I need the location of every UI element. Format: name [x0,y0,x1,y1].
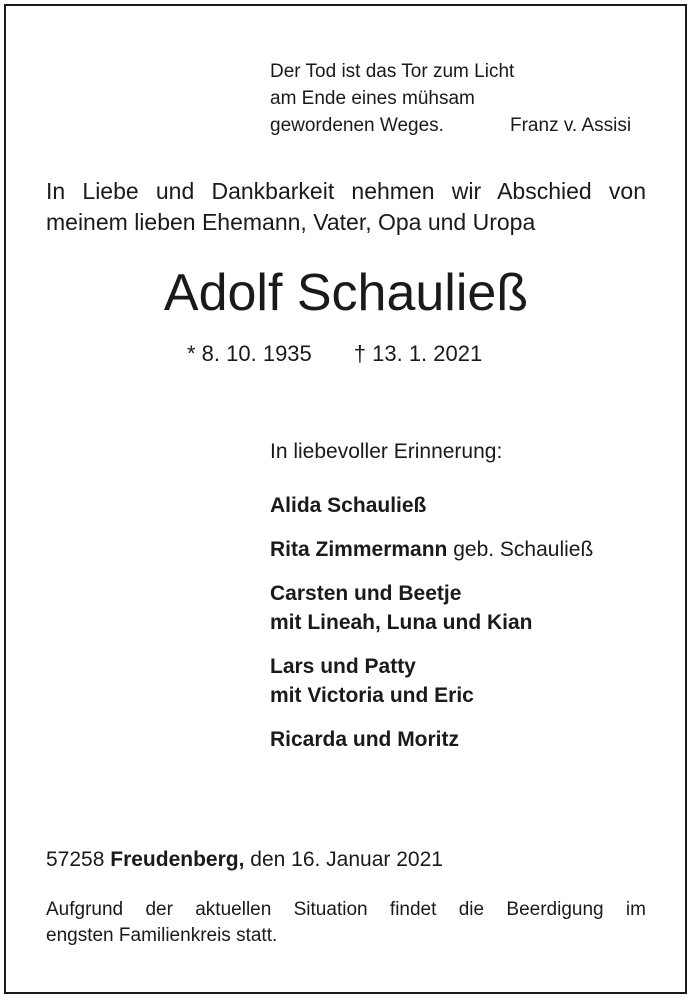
mourner-name-text: Rita Zimmermann [270,538,448,561]
epigraph-quote [270,58,650,139]
mourner-entry [270,535,660,564]
mourner-name: mit Lineah, Luna und Kian [270,611,533,634]
zip-code: 57258 [46,848,105,871]
mourner-entry [270,579,660,637]
intro-line: In Liebe und Dankbarkeit nehmen wir Abschied von [46,178,646,204]
intro-line: meinem lieben Ehemann, Vater, Opa und Uropa [46,209,536,235]
mourner-name: Lars und Patty [270,655,416,678]
place-and-date [46,846,443,874]
mourner-name: Carsten und Beetje [270,582,462,605]
life-dates [187,340,482,368]
death-date: † 13. 1. 2021 [353,341,483,366]
intro-text [46,176,646,238]
quote-line: gewordenen Weges. [270,115,444,136]
city: Freudenberg, [110,848,245,871]
mourners-list [270,491,660,769]
quote-line: am Ende eines mühsam [270,88,475,109]
mourner-name: Alida Schauließ [270,494,427,517]
quote-line: Der Tod ist das Tor zum Licht [270,61,515,82]
funeral-notice [46,897,646,949]
quote-author: Franz v. Assisi [510,115,632,136]
remembrance-heading: In liebevoller Erinnerung: [270,440,503,463]
mourner-entry [270,725,660,754]
birth-date: * 8. 10. 1935 [187,341,312,366]
notice-line: engsten Familienkreis statt. [46,925,278,946]
mourner-name: mit Victoria und Eric [270,684,474,707]
mourner-name: Ricarda und Moritz [270,728,460,751]
deceased-name: Adolf Schauließ [163,264,529,322]
mourner-name [270,535,660,564]
notice-date: den 16. Januar 2021 [250,848,443,871]
mourner-entry [270,652,660,710]
maiden-name: geb. Schauließ [453,538,594,561]
notice-line: Aufgrund der aktuellen Situation findet die Beerdigung im [46,899,646,920]
mourner-entry [270,491,660,520]
